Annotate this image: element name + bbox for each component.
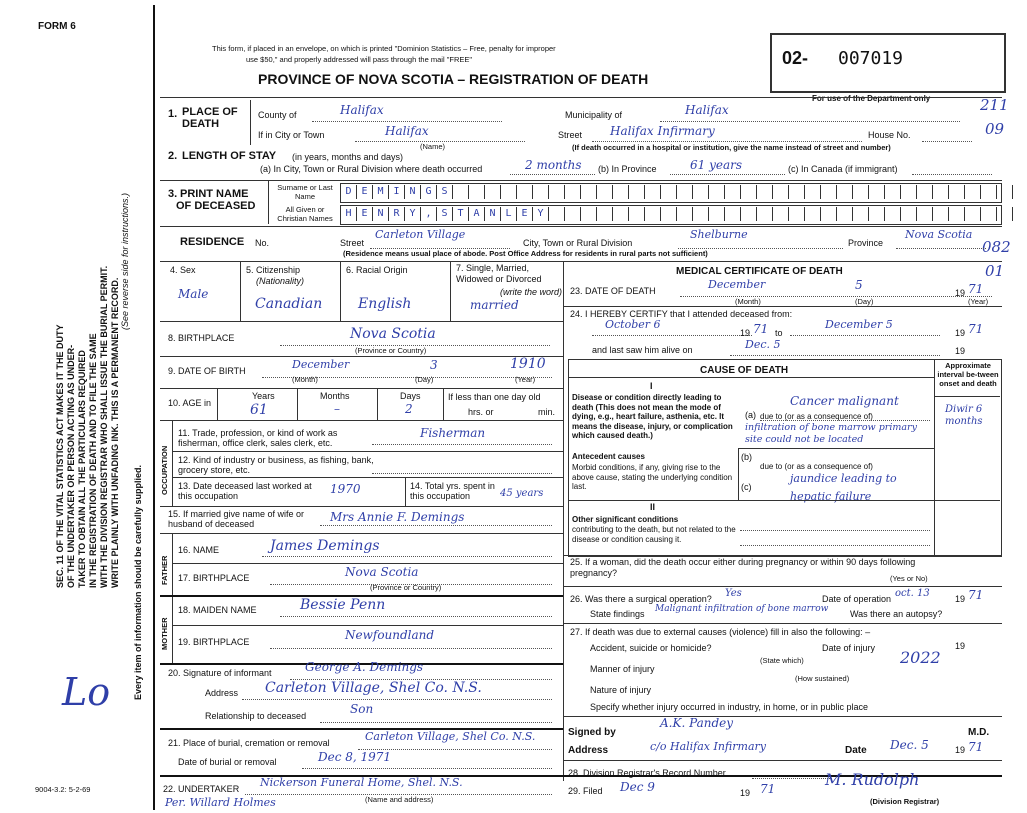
residence-province-value: Nova Scotia bbox=[905, 228, 973, 241]
undertaker-value: Nickerson Funeral Home, Shel. N.S. bbox=[260, 776, 463, 789]
years-in-occupation-value: 45 years bbox=[500, 488, 544, 499]
residence-label: RESIDENCE bbox=[180, 236, 245, 248]
mail-notice-1: This form, if placed in an envelope, on which is printed "Dominion Statistics – Free, penalty for improper bbox=[212, 44, 556, 53]
dob-month-value: December bbox=[292, 358, 350, 371]
occupation-value: Fisherman bbox=[420, 426, 486, 440]
birthplace-value: Nova Scotia bbox=[350, 326, 436, 342]
citizenship-value: Canadian bbox=[255, 296, 323, 312]
department-code-1: 211 bbox=[980, 96, 1009, 114]
cause-a-interval: Diwir 6 months bbox=[945, 404, 983, 427]
residence-street-value: Carleton Village bbox=[375, 228, 466, 241]
last-worked-value: 1970 bbox=[330, 482, 361, 496]
stay-province-value: 61 years bbox=[690, 158, 743, 172]
cause-a-value: Cancer malignant bbox=[790, 394, 899, 408]
occupation-side-label: OCCUPATION bbox=[160, 445, 169, 495]
father-name-value: James Demings bbox=[270, 538, 380, 554]
margin-signature: Lo bbox=[62, 670, 111, 714]
registration-prefix: 02- bbox=[782, 48, 809, 68]
mother-maiden-name-value: Bessie Penn bbox=[300, 597, 386, 613]
father-side-label: FATHER bbox=[160, 555, 169, 585]
death-month-value: December bbox=[708, 278, 766, 291]
death-year-value: 71 bbox=[968, 282, 984, 296]
left-border bbox=[153, 5, 155, 810]
dob-day-value: 3 bbox=[430, 358, 438, 372]
department-code-4: 01 bbox=[985, 262, 1005, 280]
municipality-value: Halifax bbox=[685, 103, 729, 117]
operation-date-value: oct. 13 bbox=[895, 588, 930, 599]
dob-year-value: 1910 bbox=[510, 356, 546, 372]
registration-number: 007019 bbox=[838, 48, 904, 69]
street-value: Halifax Infirmary bbox=[610, 124, 715, 138]
death-day-value: 5 bbox=[855, 278, 863, 292]
page-title: PROVINCE OF NOVA SCOTIA – REGISTRATION OF DEATH bbox=[258, 71, 649, 87]
cause-b-value: jaundice leading to bbox=[790, 472, 897, 485]
physician-signature: A.K. Pandey bbox=[660, 716, 734, 730]
residence-division-value: Shelburne bbox=[690, 228, 748, 241]
racial-origin-value: English bbox=[358, 296, 412, 312]
s1-number: 1. bbox=[168, 108, 178, 120]
mail-notice-2: use $50," and properly addressed will pass through the mail "FREE" bbox=[246, 55, 473, 64]
length-of-stay-label: LENGTH OF STAY bbox=[182, 150, 277, 162]
instructions-sidebar: SEC. 11 OF THE VITAL STATISTICS ACT MAKES IT THE DUTY OF THE UNDERTAKER OR PERSON ACTING AS UNDER- TAKER TO OBTAIN ALL THE PARTICULARS REQUIRED IN THE REGISTRATION OF DEATH AND TO FILE THE SAME WITH THE DIVISION REGISTRAR WHO SHALL ISSUE THE BURIAL PERMIT. WRITE PLAINLY WITH UNFADING INK. THIS IS A PERMANENT RECORD. bbox=[55, 265, 120, 588]
spouse-value: Mrs Annie F. Demings bbox=[330, 510, 465, 524]
age-days-value: 2 bbox=[405, 402, 413, 416]
medical-certificate-title: MEDICAL CERTIFICATE OF DEATH bbox=[676, 266, 843, 277]
form-code: 9004-3.2: 5-2-69 bbox=[35, 785, 91, 794]
undertaker-per: Per. Willard Holmes bbox=[165, 796, 276, 809]
department-code-2: 09 bbox=[985, 120, 1005, 138]
relationship-value: Son bbox=[350, 702, 374, 716]
disease-label: Disease or condition directly leading to death (This does not mean the mode of dying, e.g., heart failure, asthenia, etc. It means the disease, injury, or complication which caused death.) bbox=[572, 393, 733, 440]
city-value: Halifax bbox=[385, 124, 429, 138]
county-value: Halifax bbox=[340, 103, 384, 117]
findings-value: Malignant infiltration of bone marrow bbox=[655, 604, 829, 614]
surname-letters: D E M I N G S bbox=[341, 185, 1027, 199]
registrar-signature: M. Rudolph bbox=[825, 770, 920, 789]
age-years-value: 61 bbox=[250, 402, 268, 418]
stay-city-value: 2 months bbox=[525, 158, 582, 172]
cause-of-death-title: CAUSE OF DEATH bbox=[700, 365, 789, 376]
mother-side-label: MOTHER bbox=[160, 617, 169, 650]
marital-value: married bbox=[470, 298, 519, 312]
filed-year-value: 71 bbox=[760, 782, 776, 796]
physician-address: c/o Halifax Infirmary bbox=[650, 740, 766, 753]
form-label: FORM 6 bbox=[38, 21, 76, 32]
department-code-3: 082 bbox=[982, 238, 1011, 256]
cause-c-value: hepatic failure bbox=[790, 490, 872, 503]
father-birthplace-value: Nova Scotia bbox=[345, 565, 419, 579]
last-saw-value: Dec. 5 bbox=[745, 338, 781, 351]
manner-of-injury-value: 2022 bbox=[900, 648, 941, 667]
age-months-value: – bbox=[334, 402, 340, 416]
informant-signature: George A. Demings bbox=[305, 660, 424, 674]
attended-to-value: December 5 bbox=[825, 318, 893, 331]
informant-address: Carleton Village, Shel Co. N.S. bbox=[265, 680, 482, 696]
attended-from-value: October 6 bbox=[605, 318, 661, 331]
due-to-a-value: infiltration of bone marrow primary site could not be located bbox=[745, 422, 917, 445]
signed-date-value: Dec. 5 bbox=[890, 738, 929, 752]
surgery-value: Yes bbox=[725, 588, 742, 599]
filed-date-value: Dec 9 bbox=[620, 780, 655, 794]
mother-birthplace-value: Newfoundland bbox=[345, 628, 435, 642]
sex-value: Male bbox=[178, 287, 209, 301]
burial-date-value: Dec 8, 1971 bbox=[318, 750, 392, 764]
s1-label: PLACE OF DEATH bbox=[182, 106, 238, 130]
reverse-side-note: (See reverse side for instructions.) bbox=[120, 192, 130, 330]
supplied-note: Every item of information should be carefully supplied. bbox=[133, 464, 143, 700]
burial-place-value: Carleton Village, Shel Co. N.S. bbox=[365, 730, 536, 743]
interval-title: Approximate interval be-tween onset and death bbox=[937, 361, 999, 388]
department-use-label: For use of the Department only bbox=[812, 94, 931, 103]
given-names-letters: H E N R Y , S T A N L E Y bbox=[341, 207, 1027, 221]
